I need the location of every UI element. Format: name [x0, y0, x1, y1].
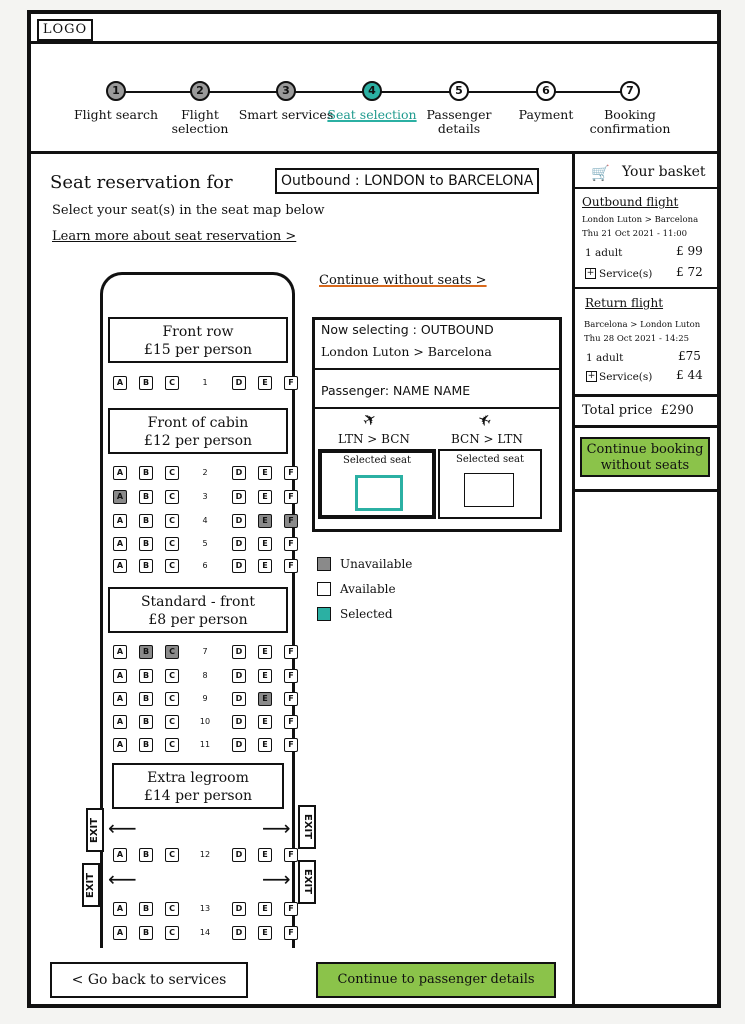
seat[interactable]: B — [139, 559, 153, 573]
seat[interactable]: E — [258, 926, 272, 940]
cabin-standard-front — [108, 587, 288, 633]
step-label: Passenger details — [426, 107, 492, 136]
seat-unavailable: E — [258, 514, 272, 528]
seat[interactable]: F — [284, 537, 298, 551]
seat[interactable]: F — [284, 466, 298, 480]
seat[interactable]: E — [258, 669, 272, 683]
seat[interactable]: C — [165, 669, 179, 683]
exit-sign-right: EXIT — [298, 860, 316, 904]
basket-divider — [575, 489, 721, 492]
seat[interactable]: C — [165, 559, 179, 573]
seat[interactable]: B — [139, 692, 153, 706]
outbound-heading: Outbound flight — [582, 195, 679, 209]
passenger-name: Passenger: NAME NAME — [321, 383, 471, 398]
exit-sign-left: EXIT — [86, 808, 104, 852]
cabin-extra-legroom — [112, 763, 284, 809]
seat[interactable]: A — [113, 692, 127, 706]
seat-unavailable: C — [165, 645, 179, 659]
outbound-services-price: £ 72 — [676, 265, 703, 279]
seat[interactable]: F — [284, 692, 298, 706]
outbound-adult-label: 1 adult — [585, 247, 623, 259]
leg-card-return[interactable] — [438, 449, 542, 519]
legend-unavailable-swatch — [317, 557, 331, 571]
plane-takeoff-icon: ✈ — [359, 407, 381, 432]
seat-unavailable: A — [113, 490, 127, 504]
exit-left-arrow-icon: ⟵ — [108, 816, 137, 840]
legend-unavailable-label: Unavailable — [340, 557, 413, 571]
now-selecting: Now selecting : OUTBOUND — [321, 322, 494, 337]
panel-divider — [312, 368, 562, 370]
route-selector[interactable]: Outbound : LONDON to BARCELONA — [275, 168, 539, 194]
seat[interactable]: F — [284, 490, 298, 504]
plane-landing-icon: ✈ — [475, 408, 495, 431]
seat-unavailable: E — [258, 692, 272, 706]
seat[interactable]: D — [232, 466, 246, 480]
step-label[interactable]: Smart services — [238, 107, 334, 122]
continue-without-seats-link[interactable]: Continue without seats > — [319, 273, 487, 288]
cabin-price: £8 per person — [148, 612, 248, 628]
seat[interactable]: D — [232, 926, 246, 940]
seat[interactable]: D — [232, 376, 246, 390]
back-to-services-button[interactable]: < Go back to services — [50, 962, 248, 998]
seat[interactable]: E — [258, 537, 272, 551]
seat[interactable]: A — [113, 645, 127, 659]
seat[interactable]: D — [232, 537, 246, 551]
legend-available-label: Available — [340, 582, 396, 596]
row-number: 4 — [202, 516, 208, 525]
total-price: Total price £290 — [582, 403, 694, 418]
seat[interactable]: E — [258, 376, 272, 390]
row-number: 9 — [202, 694, 208, 703]
seat[interactable]: F — [284, 645, 298, 659]
seat[interactable]: B — [139, 926, 153, 940]
row-number: 8 — [202, 671, 208, 680]
seat[interactable]: A — [113, 848, 127, 862]
seat[interactable]: A — [113, 376, 127, 390]
outbound-adult-price: £ 99 — [676, 244, 703, 258]
seat[interactable]: E — [258, 559, 272, 573]
row-number: 5 — [202, 539, 208, 548]
seat[interactable]: C — [165, 926, 179, 940]
basket-divider — [575, 187, 721, 189]
seat[interactable]: E — [258, 490, 272, 504]
logo[interactable]: LOGO — [37, 19, 93, 41]
seat[interactable]: C — [165, 902, 179, 916]
seat[interactable]: F — [284, 902, 298, 916]
expand-services-icon[interactable]: + — [587, 371, 596, 381]
seat[interactable]: D — [232, 738, 246, 752]
seat[interactable]: E — [258, 466, 272, 480]
exit-left-arrow-icon: ⟵ — [108, 867, 137, 891]
seat[interactable]: B — [139, 902, 153, 916]
cabin-price: £15 per person — [143, 342, 253, 358]
page-subtitle: Select your seat(s) in the seat map below — [52, 203, 325, 218]
continue-without-seats-button[interactable]: Continue booking without seats — [580, 437, 710, 477]
basket-divider — [575, 394, 721, 397]
seat[interactable]: C — [165, 738, 179, 752]
seat[interactable]: C — [165, 692, 179, 706]
seat[interactable]: B — [139, 466, 153, 480]
return-route: Barcelona > London Luton — [584, 320, 701, 330]
leg-route-outbound: LTN > BCN — [338, 432, 410, 446]
seat[interactable]: F — [284, 559, 298, 573]
row-number: 11 — [199, 740, 211, 749]
cabin-name: Front row — [162, 324, 234, 340]
panel-divider — [312, 407, 562, 409]
leg-card-label: Selected seat — [342, 455, 412, 466]
leg-card-outbound[interactable] — [318, 449, 436, 519]
exit-sign-left: EXIT — [82, 863, 100, 907]
step-label: Payment — [518, 107, 574, 122]
outbound-date: Thu 21 Oct 2021 - 11:00 — [582, 229, 688, 239]
seat[interactable]: D — [232, 645, 246, 659]
seat[interactable]: B — [139, 537, 153, 551]
exit-right-arrow-icon: ⟶ — [262, 816, 291, 840]
continue-to-passenger-details-button[interactable]: Continue to passenger details — [316, 962, 556, 998]
row-number: 12 — [199, 850, 211, 859]
seat[interactable]: B — [139, 376, 153, 390]
cabin-price: £12 per person — [143, 433, 253, 449]
row-number: 1 — [202, 378, 208, 387]
basket-icon: 🛒 — [591, 164, 610, 182]
seat[interactable]: A — [113, 514, 127, 528]
return-services-label: Service(s) — [599, 371, 653, 383]
selected-seat-slot — [464, 473, 514, 507]
step-number: 2 — [190, 81, 210, 101]
seat[interactable]: A — [113, 559, 127, 573]
seat[interactable]: A — [113, 669, 127, 683]
outbound-services-label: Service(s) — [599, 268, 653, 280]
seat[interactable]: D — [232, 559, 246, 573]
outbound-route: London Luton > Barcelona — [582, 215, 699, 225]
return-date: Thu 28 Oct 2021 - 14:25 — [584, 334, 690, 344]
step-number: 1 — [106, 81, 126, 101]
seat[interactable]: B — [139, 715, 153, 729]
seat[interactable]: E — [258, 902, 272, 916]
seat[interactable]: E — [258, 645, 272, 659]
seat[interactable]: A — [113, 466, 127, 480]
row-number: 6 — [202, 561, 208, 570]
sidebar-divider — [572, 151, 575, 1008]
seat[interactable]: F — [284, 715, 298, 729]
seat[interactable]: D — [232, 692, 246, 706]
seat[interactable]: A — [113, 926, 127, 940]
seat[interactable]: A — [113, 715, 127, 729]
seat[interactable]: D — [232, 514, 246, 528]
seat-unavailable: F — [284, 514, 298, 528]
header-divider — [27, 41, 721, 44]
expand-services-icon[interactable]: + — [586, 268, 595, 278]
step-number: 3 — [276, 81, 296, 101]
return-adult-price: £75 — [678, 349, 701, 363]
exit-right-arrow-icon: ⟶ — [262, 867, 291, 891]
basket-divider — [575, 287, 721, 289]
seat[interactable]: A — [113, 902, 127, 916]
cabin-name: Extra legroom — [147, 770, 249, 786]
seat[interactable]: C — [165, 490, 179, 504]
cabin-front-of-cabin — [108, 408, 288, 454]
seat[interactable]: C — [165, 376, 179, 390]
seat[interactable]: B — [139, 514, 153, 528]
cabin-name: Standard - front — [140, 594, 256, 610]
step-number: 7 — [620, 81, 640, 101]
seat[interactable]: F — [284, 848, 298, 862]
seat[interactable]: D — [232, 490, 246, 504]
row-number: 2 — [202, 468, 208, 477]
seat[interactable]: C — [165, 848, 179, 862]
seat[interactable]: B — [139, 848, 153, 862]
legend-available-swatch — [317, 582, 331, 596]
selection-route: London Luton > Barcelona — [321, 344, 492, 359]
seat[interactable]: E — [258, 738, 272, 752]
seat-unavailable: B — [139, 645, 153, 659]
learn-more-link[interactable]: Learn more about seat reservation > — [52, 229, 297, 244]
seat[interactable]: F — [284, 669, 298, 683]
seat[interactable]: C — [165, 514, 179, 528]
seat[interactable]: E — [258, 848, 272, 862]
page-title: Seat reservation for — [50, 172, 233, 193]
row-number: 3 — [202, 492, 208, 501]
cabin-price: £14 per person — [143, 788, 253, 804]
seat[interactable]: D — [232, 715, 246, 729]
seat[interactable]: F — [284, 376, 298, 390]
seat[interactable]: C — [165, 715, 179, 729]
step-number: 6 — [536, 81, 556, 101]
seat[interactable]: F — [284, 926, 298, 940]
legend-selected-swatch — [317, 607, 331, 621]
exit-sign-right: EXIT — [298, 805, 316, 849]
return-adult-label: 1 adult — [586, 352, 624, 364]
step-label[interactable]: Flight search — [73, 107, 158, 122]
seat[interactable]: A — [113, 537, 127, 551]
leg-route-return: BCN > LTN — [451, 432, 523, 446]
seat[interactable]: D — [232, 669, 246, 683]
seat[interactable]: D — [232, 848, 246, 862]
legend-selected-label: Selected — [340, 607, 393, 621]
seat[interactable]: D — [232, 902, 246, 916]
steps-divider — [27, 151, 721, 154]
basket-title: Your basket — [622, 164, 706, 180]
row-number: 7 — [202, 647, 208, 656]
leg-card-label: Selected seat — [455, 454, 525, 465]
seat[interactable]: A — [113, 738, 127, 752]
return-heading: Return flight — [585, 296, 664, 310]
step-label[interactable]: Flight selection — [171, 107, 229, 136]
step-label: Booking confirmation — [589, 107, 671, 136]
row-number: 14 — [199, 928, 211, 937]
return-services-price: £ 44 — [676, 368, 703, 382]
step-number: 4 — [362, 81, 382, 101]
basket-divider — [575, 425, 721, 428]
seat[interactable]: B — [139, 738, 153, 752]
row-number: 10 — [199, 717, 211, 726]
step-number: 5 — [449, 81, 469, 101]
selected-seat-slot — [355, 475, 403, 511]
seat[interactable]: F — [284, 738, 298, 752]
seat[interactable]: E — [258, 715, 272, 729]
seat[interactable]: B — [139, 669, 153, 683]
seat[interactable]: B — [139, 490, 153, 504]
row-number: 13 — [199, 904, 211, 913]
seat[interactable]: C — [165, 537, 179, 551]
step-label: Seat selection — [327, 107, 417, 122]
cabin-name: Front of cabin — [147, 415, 249, 431]
seat[interactable]: C — [165, 466, 179, 480]
cabin-front-row — [108, 317, 288, 363]
